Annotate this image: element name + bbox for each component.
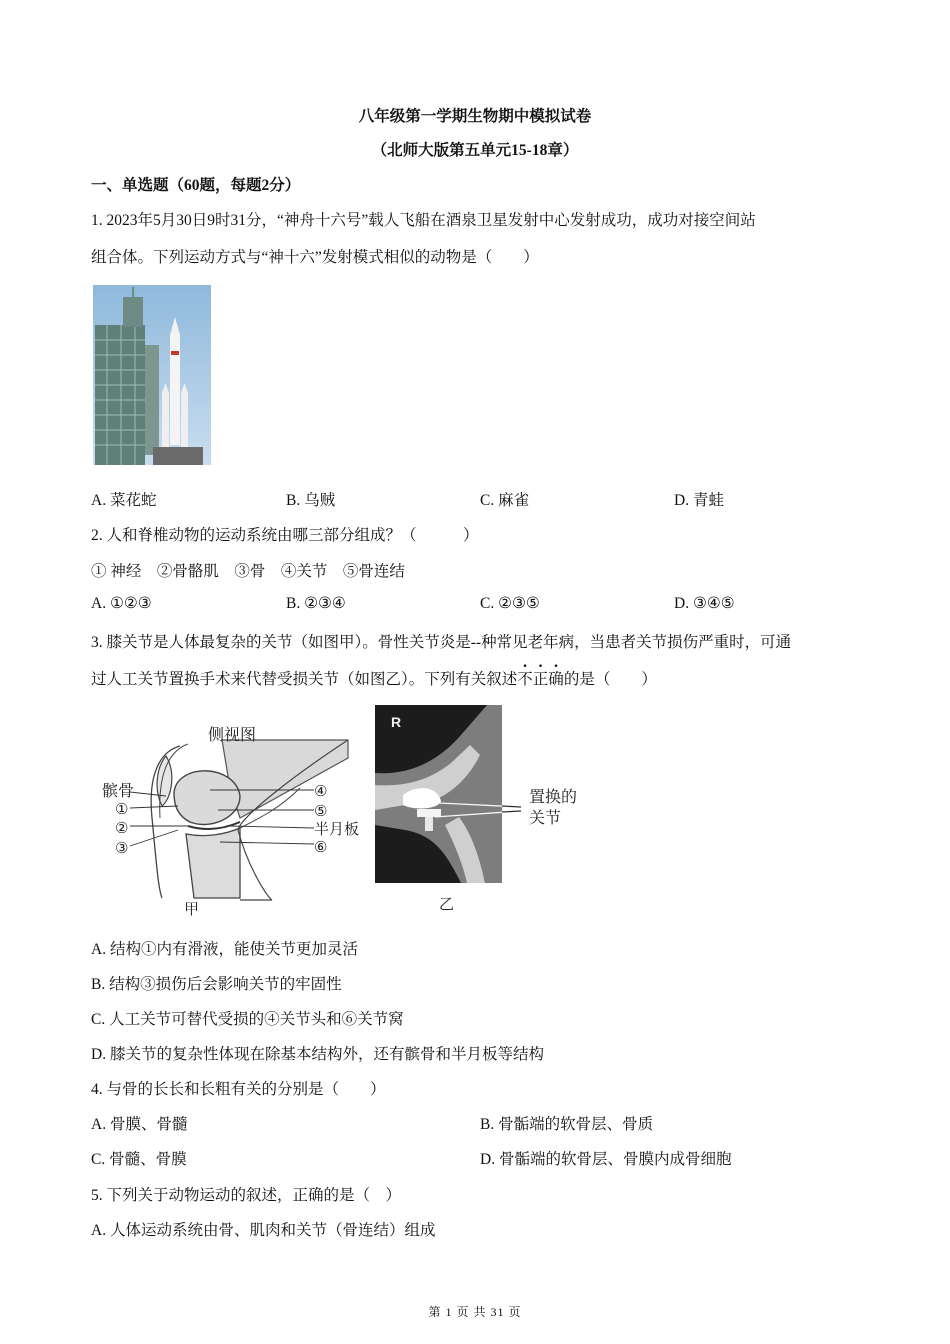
page-footer: 第 1 页 共 31 页 (428, 1305, 522, 1319)
q1-option-c: C. 麻雀 (480, 492, 530, 509)
label-2: ② (115, 821, 129, 837)
knee-diagram-jia (90, 718, 380, 918)
rocket-launch-image (93, 285, 211, 465)
xray-label-line1: 置换的 (529, 789, 578, 806)
q4-option-c: C. 骨髓、骨膜 (91, 1151, 187, 1168)
q4-option-b: B. 骨骺端的软骨层、骨质 (480, 1116, 654, 1133)
q1-option-d: D. 青蛙 (674, 492, 724, 509)
label-3: ③ (115, 841, 129, 857)
xray-label-line2: 关节 (529, 810, 562, 827)
q4-option-a: A. 骨膜、骨髓 (91, 1116, 188, 1133)
label-6: ⑥ (314, 840, 328, 856)
q3-stem-line1: 3. 膝关节是人体最复杂的关节（如图甲）。骨性关节炎是--种常见老年病，当患者关节损伤严重时，可通 (91, 634, 792, 651)
q1-stem-line2: 组合体。下列运动方式与“神十六”发射模式相似的动物是（ ） (91, 249, 539, 266)
yi-caption: 乙 (439, 897, 455, 913)
q3-option-a: A. 结构①内有滑液，能使关节更加灵活 (91, 941, 358, 958)
label-1: ① (115, 802, 129, 818)
knee-xray-yi (375, 705, 605, 915)
label-patella: 髌骨 (102, 783, 135, 800)
q5-stem: 5. 下列关于动物运动的叙述，正确的是（ ） (91, 1187, 402, 1204)
label-4: ④ (314, 784, 328, 800)
q4-stem: 4. 与骨的长长和长粗有关的分别是（ ） (91, 1081, 386, 1098)
xray-marker: R (391, 714, 402, 730)
q1-stem-line1: 1. 2023年5月30日9时31分，“神舟十六号”载人飞船在酒泉卫星发射中心发射成功，成功对接空间站 (91, 212, 756, 229)
section-heading: 一、单选题（60题，每题2分） (91, 177, 301, 194)
page-subtitle: （北师大版第五单元15-18章） (371, 142, 579, 159)
jia-title: 侧视图 (208, 727, 257, 744)
q3-option-d: D. 膝关节的复杂性体现在除基本结构外，还有髌骨和半月板等结构 (91, 1046, 544, 1063)
q2-stem: 2. 人和脊椎动物的运动系统由哪三部分组成？（ ） (91, 527, 479, 544)
page-title: 八年级第一学期生物期中模拟试卷 (358, 108, 592, 125)
q3-stem-line2: 过人工关节置换手术来代替受损关节（如图乙）。下列有关叙述不正确的是（ ） (91, 671, 657, 688)
q2-option-a: A. ①②③ (91, 595, 152, 612)
q3-option-c: C. 人工关节可替代受损的④关节头和⑥关节窝 (91, 1011, 404, 1028)
q4-option-d: D. 骨骺端的软骨层、骨膜内成骨细胞 (480, 1151, 732, 1168)
jia-caption: 甲 (184, 902, 200, 918)
label-meniscus: 半月板 (314, 822, 360, 838)
q3-option-b: B. 结构③损伤后会影响关节的牢固性 (91, 976, 342, 993)
q2-option-c: C. ②③⑤ (480, 595, 540, 612)
q1-option-b: B. 乌贼 (286, 492, 336, 509)
q5-option-a: A. 人体运动系统由骨、肌肉和关节（骨连结）组成 (91, 1222, 436, 1239)
q2-option-b: B. ②③④ (286, 595, 346, 612)
q2-option-d: D. ③④⑤ (674, 595, 735, 612)
label-5: ⑤ (314, 804, 328, 820)
q2-items: ① 神经 ②骨骼肌 ③骨 ④关节 ⑤骨连结 (91, 563, 405, 580)
q1-option-a: A. 菜花蛇 (91, 492, 157, 509)
